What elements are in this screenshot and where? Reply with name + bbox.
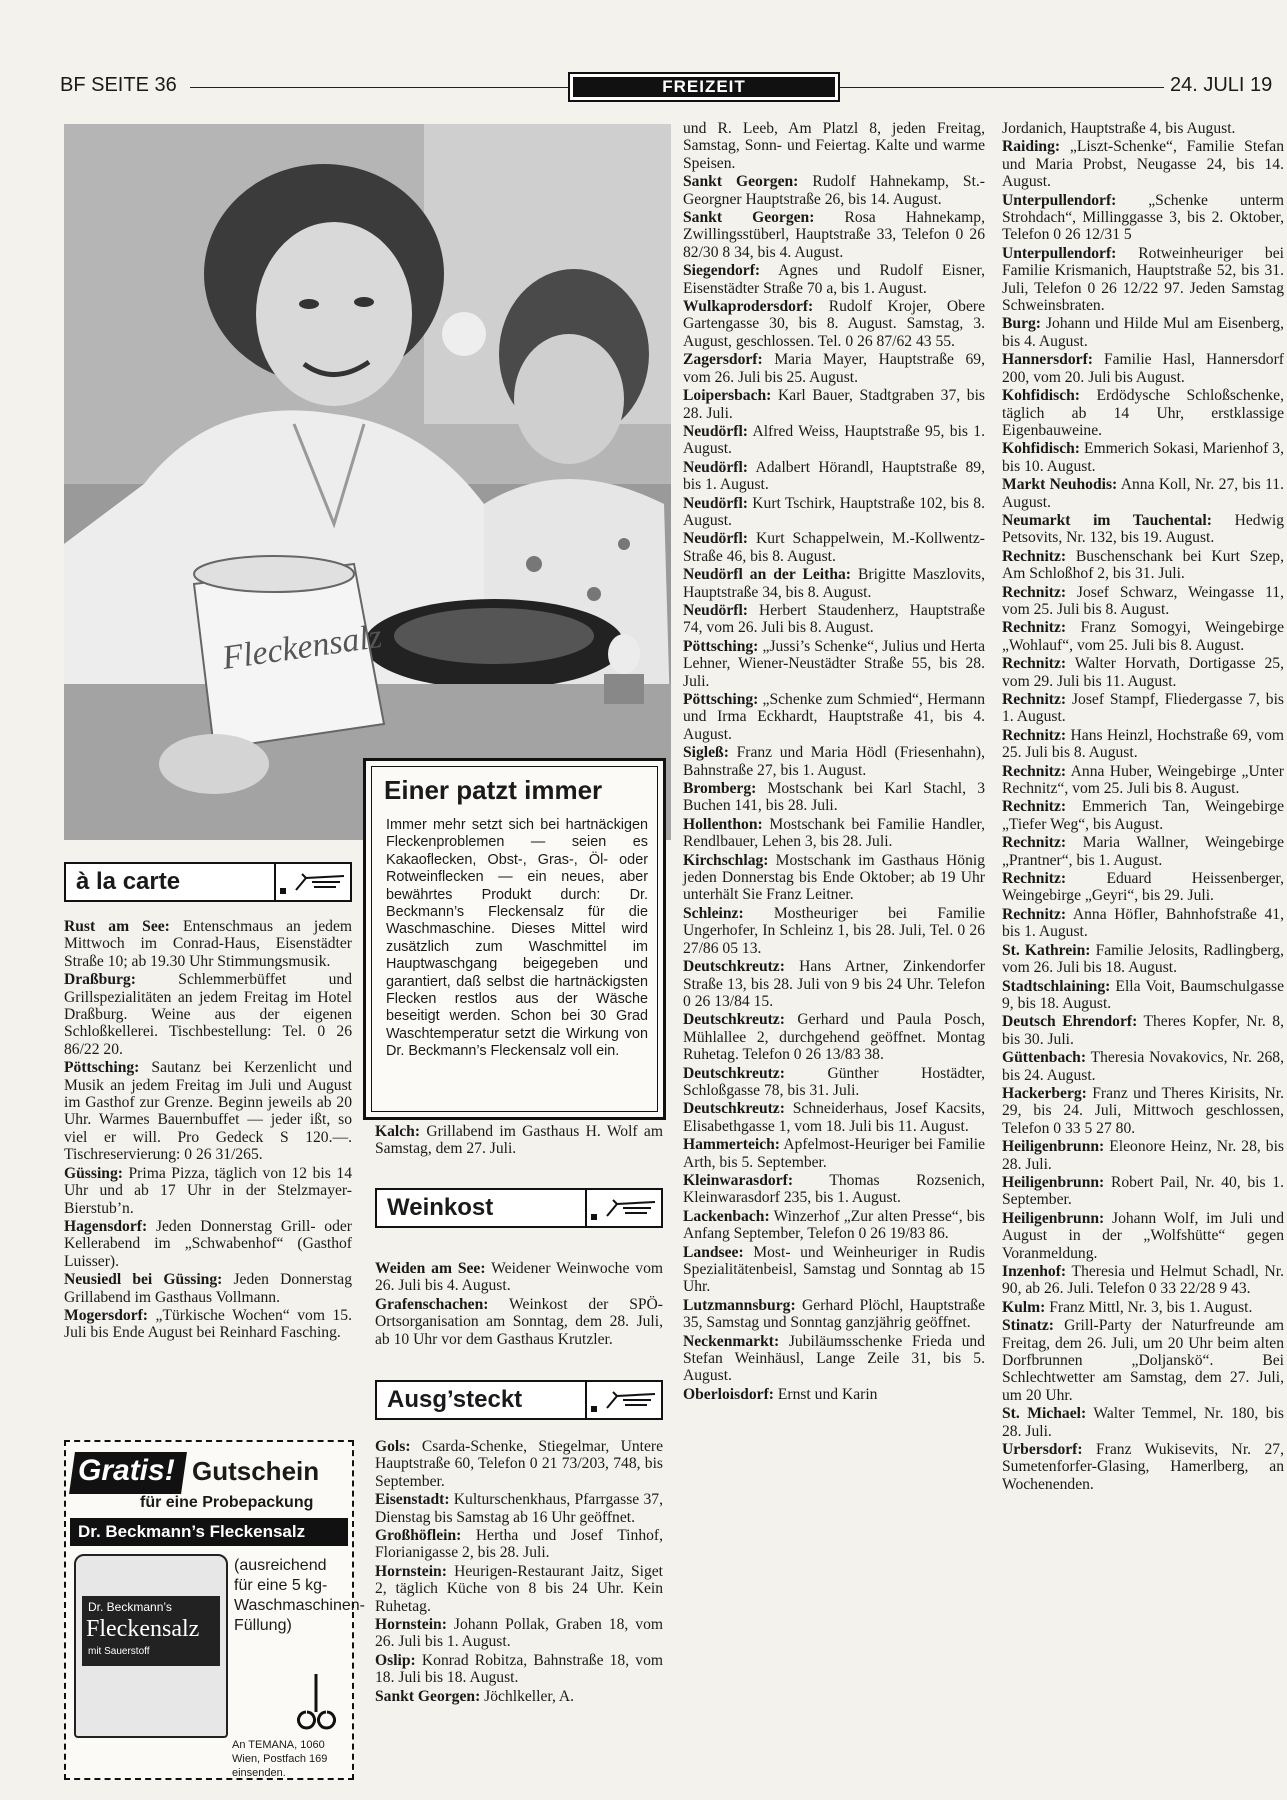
section-head-divider bbox=[585, 1382, 587, 1418]
section-head-dot bbox=[591, 1406, 597, 1412]
list-item: Raiding: „Liszt-Schenke“, Familie Stefan und Maria Probst, Neugasse 24, bis 14. August. bbox=[1002, 138, 1284, 191]
coupon[interactable] bbox=[64, 1440, 366, 1780]
list-item: Deutsch Ehrendorf: Theres Kopfer, Nr. 8, bis 30. Juli. bbox=[1002, 1013, 1284, 1048]
list-item: und R. Leeb, Am Platzl 8, jeden Freitag, Samstag, Sonn- und Feiertag. Kalte und warme Speisen. bbox=[683, 120, 985, 172]
coupon-package bbox=[74, 1554, 228, 1738]
list-item: Gols: Csarda-Schenke, Stiegelmar, Untere Hauptstraße 60, Telefon 0 21 73/203, 748, bis September. bbox=[375, 1438, 663, 1490]
list-item: Rechnitz: Josef Stampf, Fliedergasse 7, bis 1. August. bbox=[1002, 691, 1284, 726]
list-item: Heiligenbrunn: Johann Wolf, im Juli und August in der „Wolfshütte“ gegen Voranmeldung. bbox=[1002, 1209, 1284, 1262]
list-item: Pöttsching: „Jussi’s Schenke“, Julius und Herta Lehner, Wiener-Neustädter Straße 55, bis 28. Juli. bbox=[683, 637, 985, 690]
section-head-weinkost-title: Weinkost bbox=[387, 1194, 494, 1221]
list-item: Heiligenbrunn: Eleonore Heinz, Nr. 28, bis 28. Juli. bbox=[1002, 1138, 1284, 1173]
section-head-divider bbox=[274, 864, 276, 900]
list-item: St. Kathrein: Familie Jelosits, Radlingberg, vom 26. Juli bis 18. August. bbox=[1002, 941, 1284, 977]
page-header bbox=[60, 70, 1287, 106]
list-item: Rechnitz: Walter Horvath, Dortigasse 25, vom 29. Juli bis 11. August. bbox=[1002, 655, 1284, 690]
list-item: Deutschkreutz: Günther Hostädter, Schloßgasse 78, bis 31. Juli. bbox=[683, 1064, 985, 1099]
advert-title: Einer patzt immer bbox=[384, 775, 603, 805]
column-weinkost bbox=[375, 1260, 663, 1349]
list-item: Rust am See: Entenschmaus an jedem Mittwoch im Conrad-Haus, Eisenstädter Straße 10; ab 19.30 Uhr Stimmungsmusik. bbox=[64, 918, 352, 970]
list-item: Lackenbach: Winzerhof „Zur alten Presse“, bis Anfang September, Telefon 0 26 19/83 86. bbox=[683, 1207, 985, 1243]
list-item: Großhöflein: Hertha und Josef Tinhof, Florianigasse 2, bis 28. Juli. bbox=[375, 1527, 663, 1562]
list-item: Deutschkreutz: Gerhard und Paula Posch, Mühlallee 2, durchgehend geöffnet. Montag Ruhetag. Telefon 0 26 13/83 38. bbox=[683, 1011, 985, 1064]
list-item: Eisenstadt: Kulturschenkhaus, Pfarrgasse 37, Dienstag bis Samstag ab 16 Uhr geöffnet. bbox=[375, 1491, 663, 1526]
coupon-gratis: Gratis! bbox=[78, 1454, 175, 1487]
coupon-description: (ausreichend für eine 5 kg-Waschmaschinen-Füllung) bbox=[234, 1557, 366, 1634]
list-item: Rechnitz: Hans Heinzl, Hochstraße 69, vom 25. Juli bis 8. August. bbox=[1002, 726, 1284, 762]
list-item: Burg: Johann und Hilde Mul am Eisenberg, bis 4. August. bbox=[1002, 315, 1284, 350]
list-item: Mogersdorf: „Türkische Wochen“ vom 15. Juli bis Ende August bei Reinhard Fasching. bbox=[64, 1306, 352, 1342]
list-item: Schleinz: Mostheuriger bei Familie Ungerhofer, In Schleinz 1, bis 28. Juli, Tel. 0 26 27/86 05 13. bbox=[683, 904, 985, 957]
list-item: Neudörfl: Adalbert Hörandl, Hauptstraße 89, bis 1. August. bbox=[683, 458, 985, 494]
section-head-alacarte-title: à la carte bbox=[76, 868, 181, 895]
list-item: Markt Neuhodis: Anna Koll, Nr. 27, bis 11. August. bbox=[1002, 476, 1284, 511]
list-item: Lutzmannsburg: Gerhard Plöchl, Hauptstraße 35, Samstag und Sonntag ganzjährig geöffnet. bbox=[683, 1296, 985, 1332]
advert-body: Immer mehr setzt sich bei hartnäckigen Fleckenproblemen — seien es Kakaoflecken, Obst-, Gras-, Öl- oder Rotweinflecken — ein neues, aber bewährtes Produkt durch: Dr. Beckmann’s Fleckensalz für die Waschmaschine. Dieses Mittel wird zusätzlich zum Waschmittel im Hauptwaschgang beigegeben und garantiert, daß selbst die hartnäckigsten Flecken restlos aus der Wäsche beseitigt werden. Schon bei 30 Grad Waschtemperatur setzt die Wirkung von Dr. Beckmann’s Fleckensalz voll ein. bbox=[386, 817, 648, 1060]
list-item: Deutschkreutz: Schneiderhaus, Josef Kacsits, Elisabethgasse 1, vom 18. Juli bis 11. August. bbox=[683, 1100, 985, 1135]
list-item: Landsee: Most- und Weinheuriger in Rudis Spezialitätenbeisl, Samstag und Sonntag ab 15 Uhr. bbox=[683, 1243, 985, 1296]
list-item: Unterpullendorf: Rotweinheuriger bei Familie Krismanich, Hauptstraße 52, bis 31. Juli, Telefon 0 26 12/22 97. Jeden Samstag Schweinsbraten. bbox=[1002, 244, 1284, 315]
list-item: Draßburg: Schlemmerbüffet und Grillspezialitäten an jedem Freitag im Hotel Draßburg. Weine aus der eigenen Schloßkellerei. Tischbestellung: Tel. 0 26 86/22 20. bbox=[64, 971, 352, 1058]
list-item: Kohfidisch: Erdödysche Schloßschenke, täglich ab 14 Uhr, erstklassige Eigenbauweine. bbox=[1002, 387, 1284, 439]
list-item: Weiden am See: Weidener Weinwoche vom 26. Juli bis 4. August. bbox=[375, 1260, 663, 1295]
issue-date: 24. JULI 19 bbox=[1170, 74, 1273, 96]
column-alacarte bbox=[64, 918, 352, 1343]
list-item: Neumarkt im Tauchental: Hedwig Petsovits, Nr. 132, bis 19. August. bbox=[1002, 511, 1284, 547]
list-item: Rechnitz: Franz Somogyi, Weingebirge „Wohlauf“, vom 25. Juli bis 8. August. bbox=[1002, 619, 1284, 654]
list-item: Deutschkreutz: Hans Artner, Zinkendorfer Straße 13, bis 28. Juli von 9 bis 24 Uhr. Telefon 0 26 13/84 15. bbox=[683, 958, 985, 1010]
page-number: BF SEITE 36 bbox=[60, 74, 177, 96]
list-item: Rechnitz: Emmerich Tan, Weingebirge „Tiefer Weg“, bis August. bbox=[1002, 798, 1284, 833]
list-item: Sankt Georgen: Rudolf Hahnekamp, St.-Georgner Hauptstraße 26, bis 14. August. bbox=[683, 173, 985, 208]
product-package bbox=[194, 556, 384, 749]
list-item: Kirchschlag: Mostschank im Gasthaus Hönig jeden Donnerstag bis Ende Oktober; ab 19 Uhr unterhält Sie Franz Leitner. bbox=[683, 851, 985, 904]
coupon-pack-sub: mit Sauerstoff bbox=[88, 1646, 150, 1657]
list-item: Hornstein: Heurigen-Restaurant Jaitz, Siget 2, täglich Küche von 8 bis 24 Uhr. Kein Ruhetag. bbox=[375, 1562, 663, 1615]
column-listings-2 bbox=[683, 120, 985, 1404]
list-item: Bromberg: Mostschank bei Karl Stachl, 3 Buchen 141, bis 28. Juli. bbox=[683, 780, 985, 815]
list-item: Güttenbach: Theresia Novakovics, Nr. 268, bis 24. August. bbox=[1002, 1049, 1284, 1084]
list-item: Neckenmarkt: Jubiläumsschenke Frieda und Stefan Weinhäusl, Lange Zeile 31, bis 5. August. bbox=[683, 1332, 985, 1385]
product-label: Fleckensalz bbox=[219, 617, 385, 677]
list-item: Hackerberg: Franz und Theres Kirisits, Nr. 29, bis 24. Juli, Mittwoch geschlossen, Telefon 0 33 5 27 80. bbox=[1002, 1084, 1284, 1137]
section-head-ausgsteckt bbox=[375, 1380, 663, 1420]
coupon-brand: Dr. Beckmann’s Fleckensalz bbox=[78, 1522, 306, 1541]
section-title: FREIZEIT bbox=[573, 77, 835, 97]
section-head-divider bbox=[585, 1190, 587, 1226]
coupon-pack-brand: Dr. Beckmann’s bbox=[88, 1600, 172, 1614]
section-head-weinkost bbox=[375, 1188, 663, 1228]
list-item: Neudörfl: Kurt Tschirk, Hauptstraße 102, bis 8. August. bbox=[683, 494, 985, 529]
column-ausgsteckt bbox=[375, 1438, 663, 1706]
advert-box bbox=[363, 758, 666, 1120]
photo-mother-child bbox=[64, 124, 671, 840]
list-item: Rechnitz: Buschenschank bei Kurt Szep, Am Schloßhof 2, bis 31. Juli. bbox=[1002, 547, 1284, 583]
coupon-gutschein: Gutschein bbox=[192, 1456, 320, 1486]
coupon-probe: für eine Probepackung bbox=[140, 1494, 314, 1511]
list-item: Pöttsching: Sautanz bei Kerzenlicht und Musik an jedem Freitag im Juli und August im Gasthof zur Grenze. Beginn jeweils ab 20 Uhr. Warmes Bauernbuffet — jeder ißt, so viel er will. Pro Gedeck S 120.—. Tischreservierung: 0 26 31/265. bbox=[64, 1059, 352, 1164]
section-box bbox=[568, 72, 840, 102]
scissors-icon bbox=[296, 1672, 336, 1732]
list-item: Hollenthon: Mostschank bei Familie Handler, Rendlbauer, Lehen 3, bis 28. Juli. bbox=[683, 815, 985, 851]
list-item: Kleinwarasdorf: Thomas Rozsenich, Kleinwarasdorf 235, bis 1. August. bbox=[683, 1171, 985, 1207]
list-item: Zagersdorf: Maria Mayer, Hauptstraße 69, vom 26. Juli bis 25. August. bbox=[683, 351, 985, 386]
list-item: Oslip: Konrad Robitza, Bahnstraße 18, vom 18. Juli bis 18. August. bbox=[375, 1651, 663, 1687]
section-head-dot bbox=[591, 1214, 597, 1220]
list-item: Jordanich, Hauptstraße 4, bis August. bbox=[1002, 120, 1236, 137]
pointing-hand-icon bbox=[603, 1196, 659, 1222]
coupon-pack-name: Fleckensalz bbox=[86, 1616, 200, 1642]
section-head-dot bbox=[280, 888, 286, 894]
list-item: Kalch: Grillabend im Gasthaus H. Wolf am Samstag, dem 27. Juli. bbox=[375, 1123, 663, 1158]
list-item: Rechnitz: Josef Schwarz, Weingasse 11, vom 25. Juli bis 8. August. bbox=[1002, 583, 1284, 618]
list-item: Loipersbach: Karl Bauer, Stadtgraben 37, bis 28. Juli. bbox=[683, 387, 985, 422]
list-item: Siegendorf: Agnes und Rudolf Eisner, Eisenstädter Straße 70 a, bis 1. August. bbox=[683, 262, 985, 297]
column-listings-3 bbox=[1002, 120, 1284, 1760]
pointing-hand-icon bbox=[292, 870, 348, 896]
list-item: Neusiedl bei Güssing: Jeden Donnerstag Grillabend im Gasthaus Vollmann. bbox=[64, 1271, 352, 1306]
list-item: Heiligenbrunn: Robert Pail, Nr. 40, bis 1. September. bbox=[1002, 1173, 1284, 1209]
list-item: Pöttsching: „Schenke zum Schmied“, Hermann und Irma Eckhardt, Hauptstraße 41, bis 4. August. bbox=[683, 691, 985, 743]
list-item: Rechnitz: Eduard Heissenberger, Weingebirge „Geyri“, bis 29. Juli. bbox=[1002, 870, 1284, 905]
list-item: Oberloisdorf: Ernst und Karin bbox=[683, 1385, 878, 1403]
list-item: Hammerteich: Apfelmost-Heuriger bei Familie Arth, bis 5. September. bbox=[683, 1136, 985, 1171]
list-item: Sankt Georgen: Rosa Hahnekamp, Zwillingsstüberl, Hauptstraße 33, Telefon 0 26 82/30 8 34, bis 4. August. bbox=[683, 209, 985, 261]
list-item: Hornstein: Johann Pollak, Graben 18, vom 26. Juli bis 1. August. bbox=[375, 1616, 663, 1651]
list-item: Sigleß: Franz und Maria Hödl (Friesenhahn), Bahnstraße 27, bis 1. August. bbox=[683, 744, 985, 779]
list-item: Rechnitz: Anna Höfler, Bahnhofstraße 41, bis 1. August. bbox=[1002, 905, 1284, 941]
list-item: Stinatz: Grill-Party der Naturfreunde am Freitag, dem 26. Juli, um 20 Uhr beim alten Dorfbrunnen „Doljanskö“. Bei Schlechtwetter am Samstag, dem 27. Juli, um 20 Uhr. bbox=[1002, 1317, 1284, 1404]
section-head-alacarte bbox=[64, 862, 352, 902]
pointing-hand-icon bbox=[603, 1388, 659, 1414]
list-item: Hannersdorf: Familie Hasl, Hannersdorf 200, vom 20. Juli bis August. bbox=[1002, 351, 1284, 386]
list-item: Neudörfl: Kurt Schappelwein, M.-Kollwentz-Straße 46, bis 8. August. bbox=[683, 530, 985, 565]
list-item: Sankt Georgen: Jöchlkeller, A. bbox=[375, 1687, 575, 1705]
column-kalch bbox=[375, 1123, 663, 1159]
header-rule-right bbox=[840, 87, 1164, 88]
header-rule-left bbox=[190, 87, 568, 88]
list-item: Güssing: Prima Pizza, täglich von 12 bis 14 Uhr und ab 17 Uhr in der Stelzmayer-Bierstub’n. bbox=[64, 1164, 352, 1217]
list-item: Hagensdorf: Jeden Donnerstag Grill- oder Kellerabend im „Schwabenhof“ (Gasthof Luisser). bbox=[64, 1217, 352, 1270]
list-item: Kohfidisch: Emmerich Sokasi, Marienhof 3, bis 10. August. bbox=[1002, 440, 1284, 475]
list-item: Wulkaprodersdorf: Rudolf Krojer, Obere Gartengasse 30, bis 8. August. Samstag, 3. August, geschlossen. Tel. 0 26 87/62 43 55. bbox=[683, 298, 985, 350]
list-item: Neudörfl an der Leitha: Brigitte Maszlovits, Hauptstraße 34, bis 8. August. bbox=[683, 566, 985, 601]
list-item: Inzenhof: Theresia und Helmut Schadl, Nr. 90, ab 26. Juli. Telefon 0 33 22/28 9 43. bbox=[1002, 1263, 1284, 1298]
section-head-ausgsteckt-title: Ausg’steckt bbox=[387, 1386, 523, 1413]
photo-illustration bbox=[64, 124, 671, 840]
list-item: Unterpullendorf: „Schenke unterm Strohdach“, Millinggasse 3, bis 2. Oktober, Telefon 0 26 12/31 5 bbox=[1002, 191, 1284, 244]
list-item: Urbersdorf: Franz Wukisevits, Nr. 27, Sumetenforfer-Glasing, Hamerlberg, an Wochenenden. bbox=[1002, 1441, 1284, 1493]
list-item: Neudörfl: Herbert Staudenherz, Hauptstraße 74, vom 26. Juli bis 8. August. bbox=[683, 601, 985, 637]
list-item: St. Michael: Walter Temmel, Nr. 180, bis 28. Juli. bbox=[1002, 1405, 1284, 1440]
list-item: Neudörfl: Alfred Weiss, Hauptstraße 95, bis 1. August. bbox=[683, 422, 985, 458]
list-item: Rechnitz: Maria Wallner, Weingebirge „Prantner“, bis 1. August. bbox=[1002, 834, 1284, 869]
list-item: Kulm: Franz Mittl, Nr. 3, bis 1. August. bbox=[1002, 1298, 1253, 1316]
coupon-address: An TEMANA, 1060 Wien, Postfach 169 einsenden. bbox=[232, 1739, 328, 1779]
list-item: Rechnitz: Anna Huber, Weingebirge „Unter Rechnitz“, vom 25. Juli bis 8. August. bbox=[1002, 762, 1284, 798]
list-item: Grafenschachen: Weinkost der SPÖ-Ortsorganisation am Sonntag, dem 28. Juli, ab 10 Uhr vor dem Gasthaus Krutzler. bbox=[375, 1295, 663, 1348]
list-item: Stadtschlaining: Ella Voit, Baumschulgasse 9, bis 18. August. bbox=[1002, 977, 1284, 1012]
